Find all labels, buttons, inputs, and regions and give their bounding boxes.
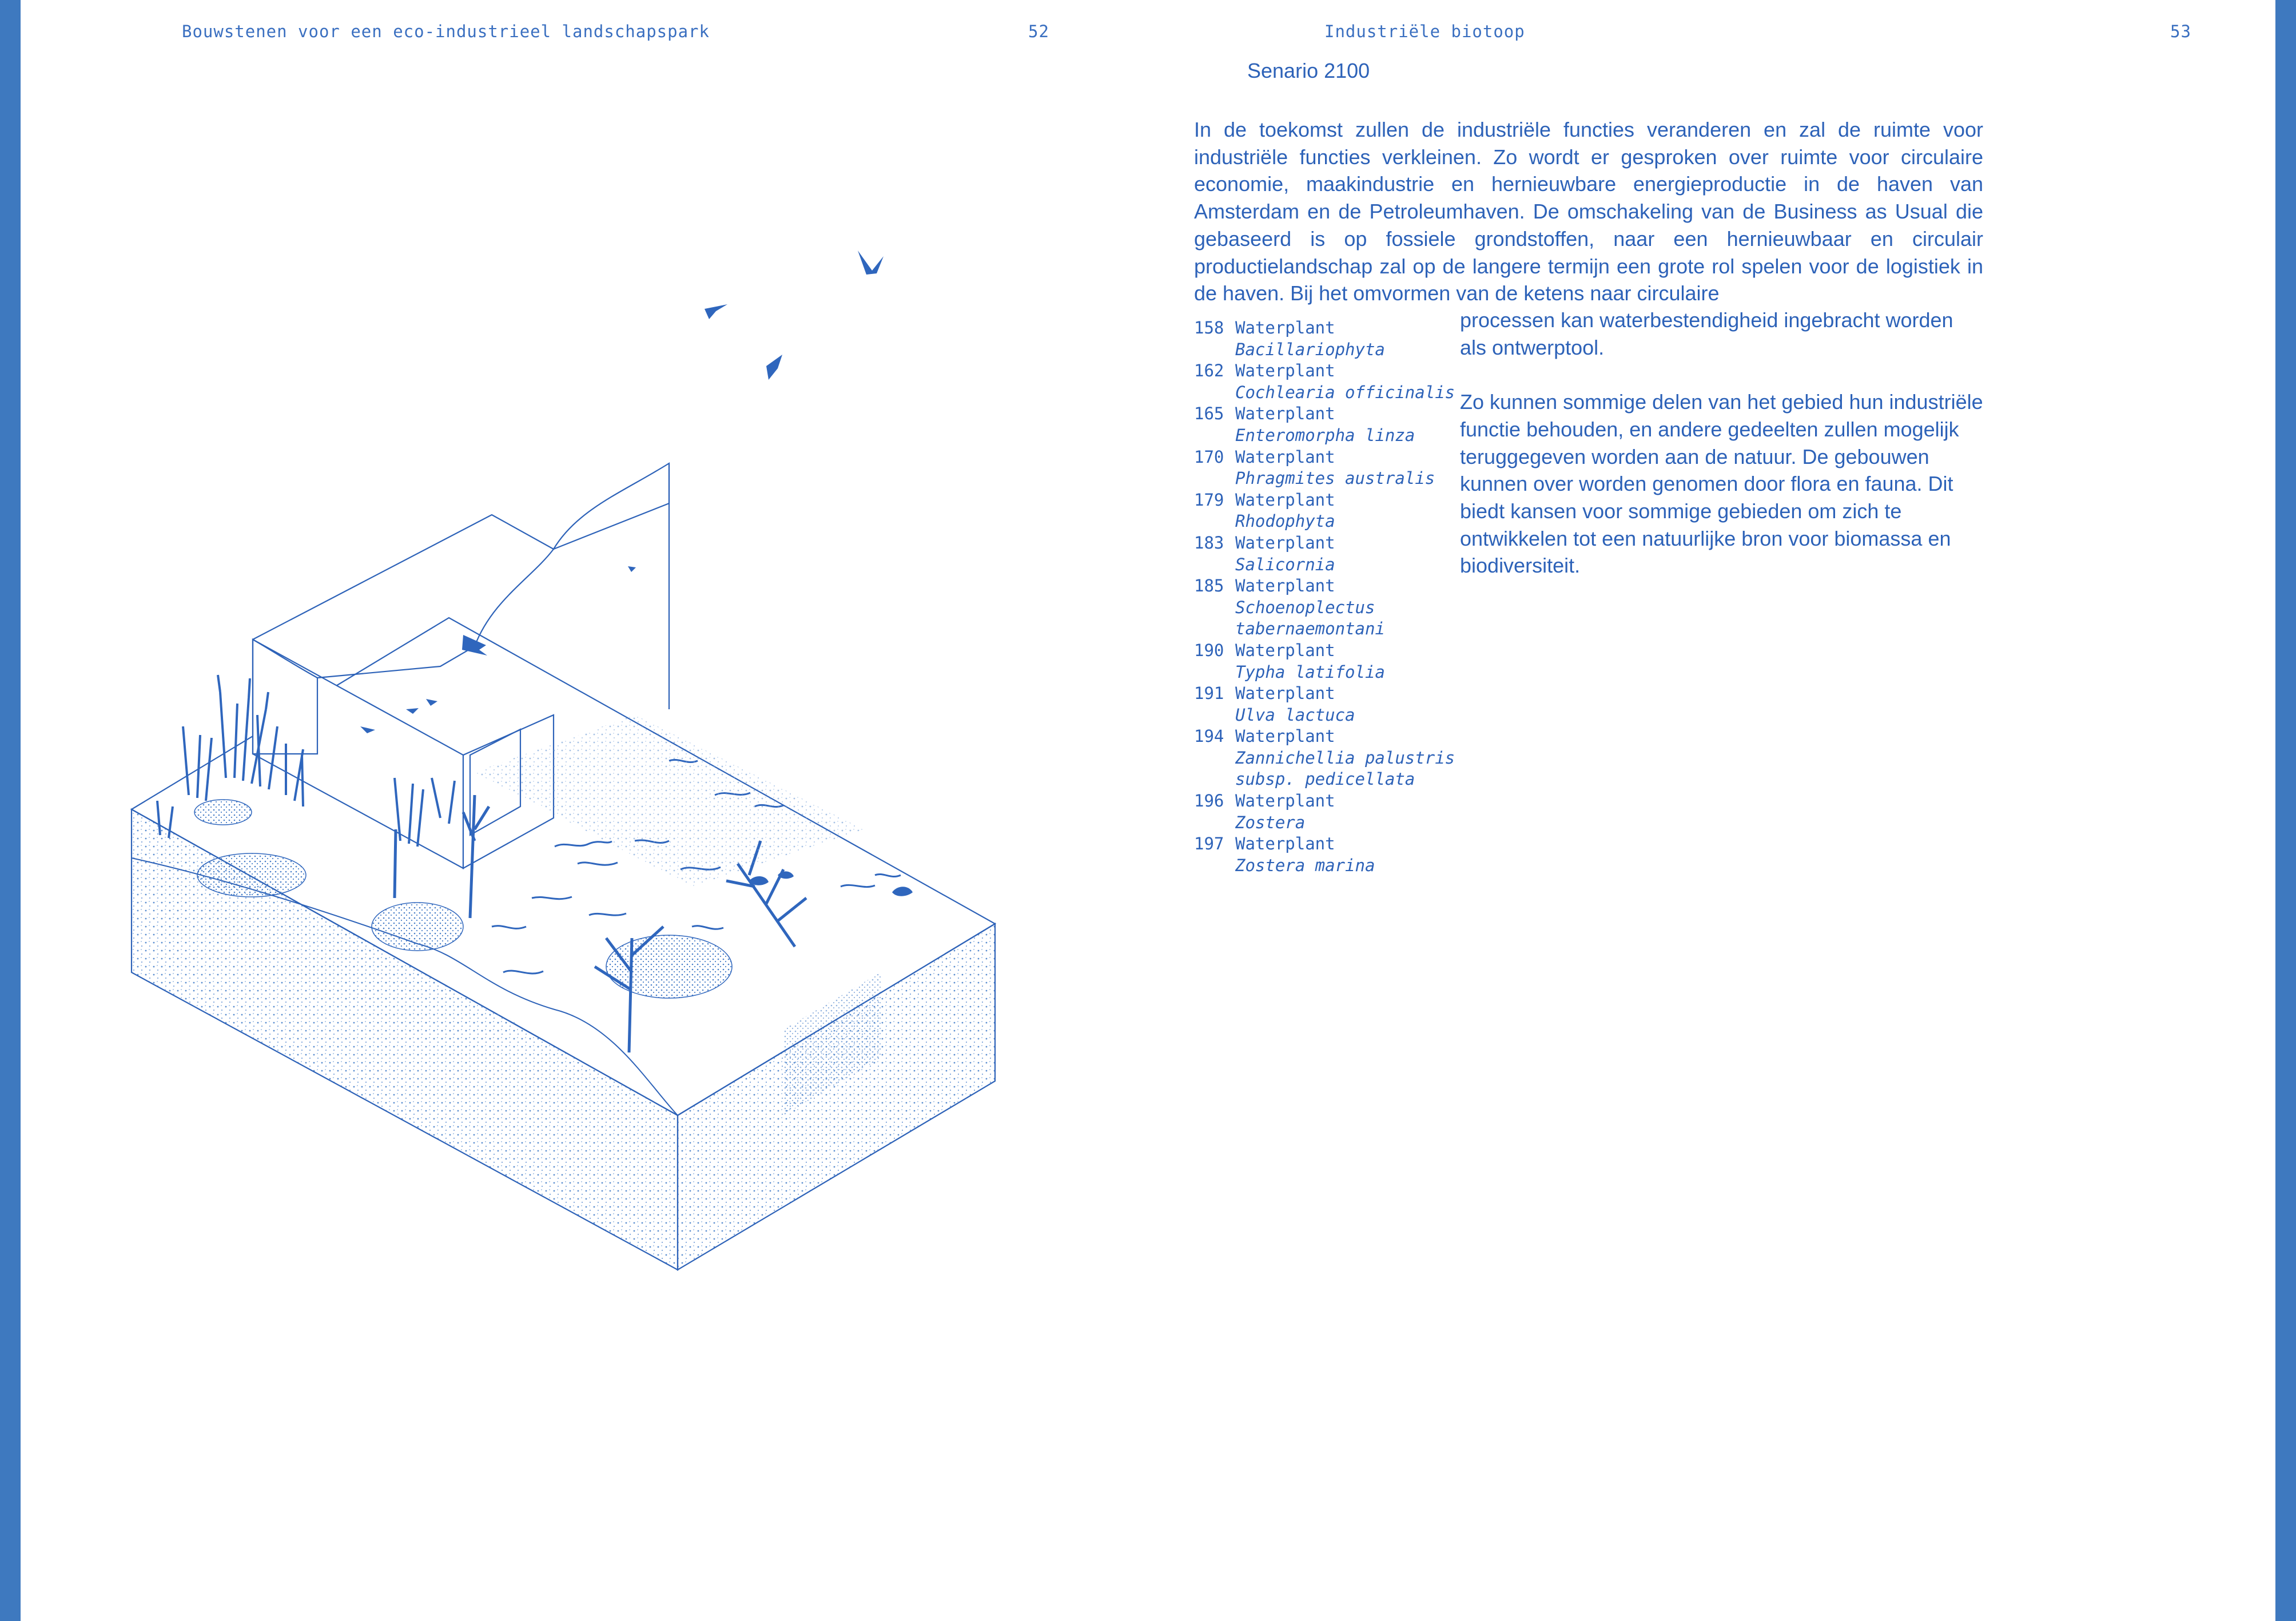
species-name: Waterplant xyxy=(1235,791,1335,811)
species-latin: Zostera marina xyxy=(1235,855,1375,875)
species-latin: Zannichellia palustris subsp. pedicellata xyxy=(1235,748,1455,789)
species-number: 190 xyxy=(1194,640,1224,660)
body-paragraph: Zo kunnen sommige delen van het gebied hun industriële functie behouden, en andere gedeelten zullen mogelijk teruggegeven worden aan de natuur. De gebouwen kunnen over worden genomen door flora en fauna. Dit biedt kansen voor sommige gebieden om zich te ontwikkelen tot een natuurlijke bron voor biomassa en biodiversiteit. xyxy=(1460,390,1983,578)
species-latin: Salicornia xyxy=(1235,554,1335,574)
species-number: 165 xyxy=(1194,404,1224,424)
species-latin: Enteromorpha linza xyxy=(1235,425,1415,445)
intro-paragraph xyxy=(1194,116,1983,307)
intro-text: In de toekomst zullen de industriële functies veranderen en zal de ruimte voor industriële functies verkleinen. Zo wordt er gesproken over ruimte voor circulaire economie, maakindustrie en hernieuwbare energieproductie in de haven van Amsterdam en de Petroleumhaven. De omschakeling van de Business as Usual die gebaseerd is op fossiele grondstoffen, naar een hernieuwbaar en circulair productielandschap zal op de langere termijn een grote rol spelen voor de logistiek in de haven. Bij het omvormen van de ketens naar circulaire xyxy=(1194,118,1983,305)
species-number: 170 xyxy=(1194,447,1224,467)
species-number: 191 xyxy=(1194,684,1224,704)
species-item xyxy=(1194,447,1455,490)
species-item xyxy=(1194,317,1455,360)
species-latin: Bacillariophyta xyxy=(1235,339,1385,359)
species-list xyxy=(1194,317,1455,876)
species-number: 185 xyxy=(1194,576,1224,596)
species-number: 197 xyxy=(1194,834,1224,854)
species-name: Waterplant xyxy=(1235,726,1335,746)
species-latin: Rhodophyta xyxy=(1235,511,1335,531)
species-name: Waterplant xyxy=(1235,640,1335,660)
running-head-right: Industriële biotoop xyxy=(1324,22,1525,41)
species-latin: Phragmites australis xyxy=(1235,468,1435,488)
species-item xyxy=(1194,790,1455,833)
species-number: 162 xyxy=(1194,361,1224,381)
species-latin: Cochlearia officinalis xyxy=(1235,382,1455,402)
species-item xyxy=(1194,640,1455,683)
species-number: 194 xyxy=(1194,726,1224,746)
species-name: Waterplant xyxy=(1235,447,1335,467)
species-item xyxy=(1194,726,1455,790)
species-item xyxy=(1194,360,1455,403)
species-latin: Ulva lactuca xyxy=(1235,705,1355,725)
page-edge-left xyxy=(0,0,21,1621)
body-paragraph: processen kan waterbestendigheid ingebracht worden als ontwerptool. xyxy=(1460,308,1953,359)
species-name: Waterplant xyxy=(1235,834,1335,854)
species-latin: Typha latifolia xyxy=(1235,662,1385,682)
species-name: Waterplant xyxy=(1235,490,1335,510)
species-name: Waterplant xyxy=(1235,318,1335,337)
species-name: Waterplant xyxy=(1235,684,1335,704)
page-number-right: 53 xyxy=(2170,22,2191,41)
bird-icon xyxy=(705,251,884,380)
species-number: 158 xyxy=(1194,318,1224,337)
species-name: Waterplant xyxy=(1235,361,1335,381)
section-heading: Senario 2100 xyxy=(1247,59,1370,82)
species-latin: Zostera xyxy=(1235,812,1306,832)
species-name: Waterplant xyxy=(1235,404,1335,424)
fish-icon xyxy=(360,566,636,733)
species-name: Waterplant xyxy=(1235,576,1335,596)
species-item xyxy=(1194,490,1455,533)
species-number: 179 xyxy=(1194,490,1224,510)
page-number-left: 52 xyxy=(1028,22,1049,41)
species-name: Waterplant xyxy=(1235,533,1335,553)
species-number: 196 xyxy=(1194,791,1224,811)
species-item xyxy=(1194,575,1455,640)
page-edge-right xyxy=(2275,0,2296,1621)
running-head-left: Bouwstenen voor een eco-industrieel landschapspark xyxy=(182,22,710,41)
body-column xyxy=(1460,307,1983,579)
species-item xyxy=(1194,683,1455,726)
isometric-wetland-block-icon xyxy=(120,212,1012,1287)
species-number: 183 xyxy=(1194,533,1224,553)
species-item xyxy=(1194,533,1455,575)
species-item xyxy=(1194,833,1455,876)
species-item xyxy=(1194,403,1455,446)
species-latin: Schoenoplectus tabernaemontani xyxy=(1235,597,1385,639)
